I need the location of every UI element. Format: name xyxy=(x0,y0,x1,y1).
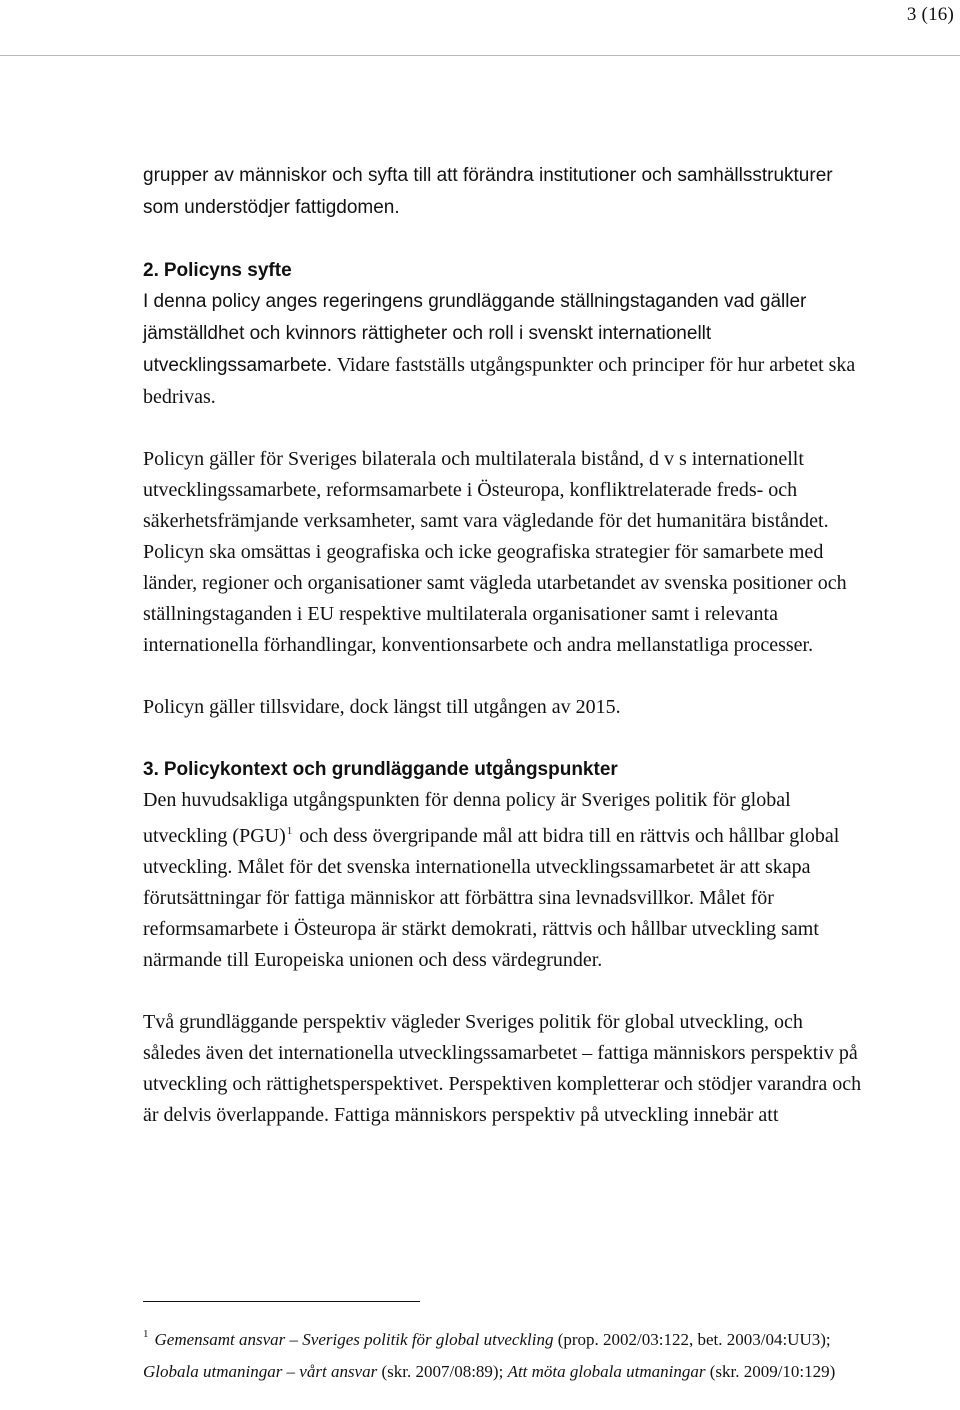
perspectives-paragraph: Två grundläggande perspektiv vägleder Sveriges politik för global utveckling, och således även det internationella utvecklingssamarbetet – fattiga människors perspektiv på utveckling och rättighetsperspektivet. Perspektiven kompletterar och stödjer varandra och är delvis överlappande. Fattiga människors perspektiv på utveckling innebär att xyxy=(143,1011,862,1126)
footnote-divider xyxy=(143,1301,420,1302)
footnote-ref-1: (prop. 2002/03:122, bet. 2003/04:UU3); xyxy=(557,1330,831,1349)
context-paragraph xyxy=(143,785,863,976)
section-3-heading xyxy=(143,754,863,785)
section-2-heading xyxy=(143,255,863,286)
footnote-reference: 1 xyxy=(286,825,293,837)
section-2-number: 2. xyxy=(143,260,159,281)
page-number: 3 (16) xyxy=(906,4,954,25)
continuation-paragraph: grupper av människor och syfta till att förändra institutioner och samhällsstrukturer som understödjer fattigdomen. xyxy=(143,165,833,218)
purpose-paragraph-part2: Vidare fastställs utgångspunkter och principer för hur arbetet ska bedrivas. xyxy=(143,354,856,408)
footnote xyxy=(143,1318,843,1388)
footnote-mark: 1 xyxy=(143,1328,149,1340)
section-2-title: Policyns syfte xyxy=(163,260,292,281)
footnote-title-3: Att möta globala utmaningar xyxy=(507,1362,706,1381)
footnote-title-2: Globala utmaningar – vårt ansvar xyxy=(143,1362,378,1381)
footnote-ref-2: (skr. 2007/08:89); xyxy=(381,1362,504,1381)
section-3-title: Policykontext och grundläggande utgångspunkter xyxy=(163,759,618,780)
footnote-ref-3: (skr. 2009/10:129) xyxy=(709,1362,836,1381)
purpose-paragraph-part1: I denna policy anges regeringens grundläggande ställningstaganden vad gäller jämställdhet och kvinnors rättigheter och roll i svenskt internationellt utvecklingssamarbete. xyxy=(143,291,807,376)
footnote-title-1: Gemensamt ansvar – Sveriges politik för global utveckling xyxy=(154,1330,554,1349)
purpose-paragraph xyxy=(143,286,863,413)
document-body xyxy=(143,160,863,1131)
section-3-number: 3. xyxy=(143,759,159,780)
scope-paragraph: Policyn gäller för Sveriges bilaterala och multilaterala bistånd, d v s internationellt utvecklingssamarbete, reformsamarbete i Östeuropa, konfliktrelaterade freds- och säkerhetsfrämjande verksamheter, samt vara vägledande för det humanitära biståndet. Policyn ska omsättas i geografiska och icke geografiska strategier för samarbete med länder, regioner och organisationer samt vägleda utarbetandet av svenska positioner och ställningstaganden i EU respektive multilaterala organisationer samt i relevanta internationella förhandlingar, konventionsarbete och andra mellanstatliga processer. xyxy=(143,448,847,656)
context-paragraph-rest: och dess övergripande mål att bidra till en rättvis och hållbar global utveckling. Målet för det svenska internationella utvecklingssamarbetet är att skapa förutsättningar för fattiga människor att förbättra sina levnadsvillkor. Målet för reformsamarbete i Östeuropa är stärkt demokrati, rättvis och hållbar utveckling samt närmande till Europeiska unionen och dess värdegrunder. xyxy=(143,825,840,971)
validity-paragraph: Policyn gäller tillsvidare, dock längst till utgången av 2015. xyxy=(143,696,621,718)
context-paragraph-start: Den huvudsakliga utgångspunkten för denna policy är Sveriges politik för global utveckling (PGU) xyxy=(143,789,791,847)
header-divider xyxy=(0,55,960,56)
